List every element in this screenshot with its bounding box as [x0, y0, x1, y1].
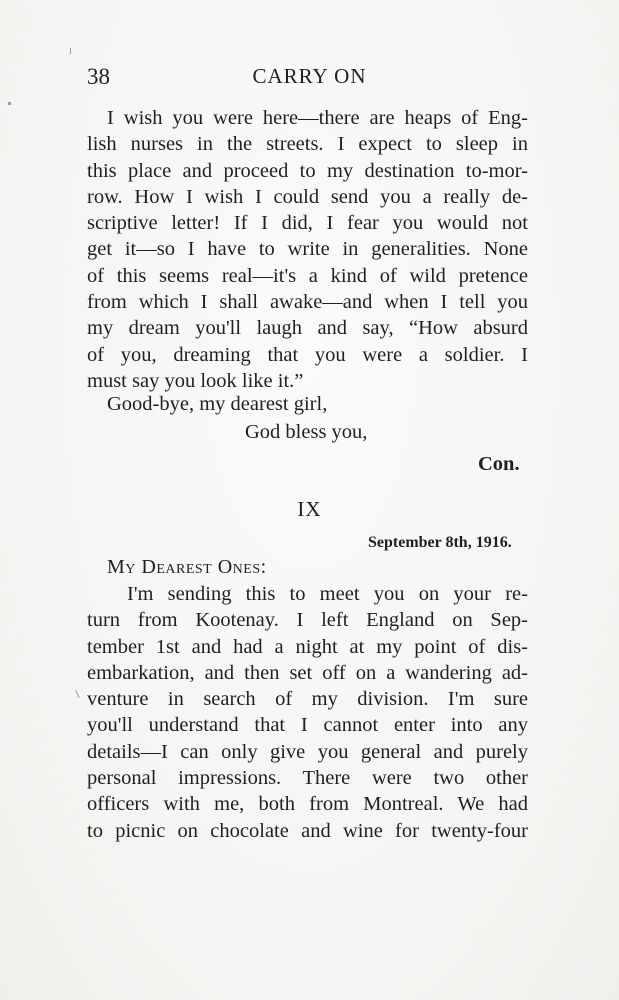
letter-blessing: God bless you,	[245, 421, 368, 443]
text-line: turn from Kootenay. I left England on Sep-	[87, 609, 528, 632]
text-line: row. How I wish I could send you a really de-	[87, 185, 528, 208]
text-line: you'll understand that I cannot enter into any	[87, 714, 528, 737]
text-line: tember 1st and had a night at my point of dis-	[87, 635, 528, 658]
margin-speck	[70, 48, 71, 54]
section-numeral: IX	[297, 497, 322, 521]
text-line: get it—so I have to write in generalities. None	[87, 238, 528, 261]
text-line: my dream you'll laugh and say, “How absurd	[87, 317, 528, 340]
letter-signature: Con.	[478, 453, 520, 475]
page-number: 38	[87, 64, 110, 89]
letter-closing: Good-bye, my dearest girl,	[107, 393, 328, 415]
text-line: venture in search of my division. I'm sure	[87, 688, 528, 711]
text-line: must say you look like it.”	[87, 369, 304, 392]
running-head: CARRY ON	[252, 64, 367, 88]
text-line: of you, dreaming that you were a soldier. I	[87, 343, 528, 366]
text-line: from which I shall awake—and when I tell you	[87, 291, 528, 314]
text-line: to picnic on chocolate and wine for twenty-four	[87, 819, 528, 842]
letter-salutation: My Dearest Ones:	[107, 556, 267, 578]
letter-body	[87, 581, 528, 844]
text-line: of this seems real—it's a kind of wild pretence	[87, 264, 528, 287]
text-line: details—I can only give you general and purely	[87, 740, 528, 763]
text-line: personal impressions. There were two other	[87, 767, 528, 790]
letter-date: September 8th, 1916.	[368, 534, 512, 551]
margin-speck	[75, 690, 79, 698]
margin-speck	[8, 102, 11, 105]
text-line: this place and proceed to my destination to-mor-	[87, 159, 528, 182]
text-line: I'm sending this to meet you on your re-	[127, 583, 528, 605]
text-line: embarkation, and then set off on a wandering ad-	[87, 661, 528, 684]
text-line: I wish you were here—there are heaps of Eng-	[107, 107, 528, 129]
text-line: officers with me, both from Montreal. We had	[87, 793, 528, 816]
text-line: lish nurses in the streets. I expect to sleep in	[87, 133, 528, 156]
text-line: scriptive letter! If I did, I fear you would not	[87, 212, 528, 235]
letter-body	[87, 105, 528, 394]
